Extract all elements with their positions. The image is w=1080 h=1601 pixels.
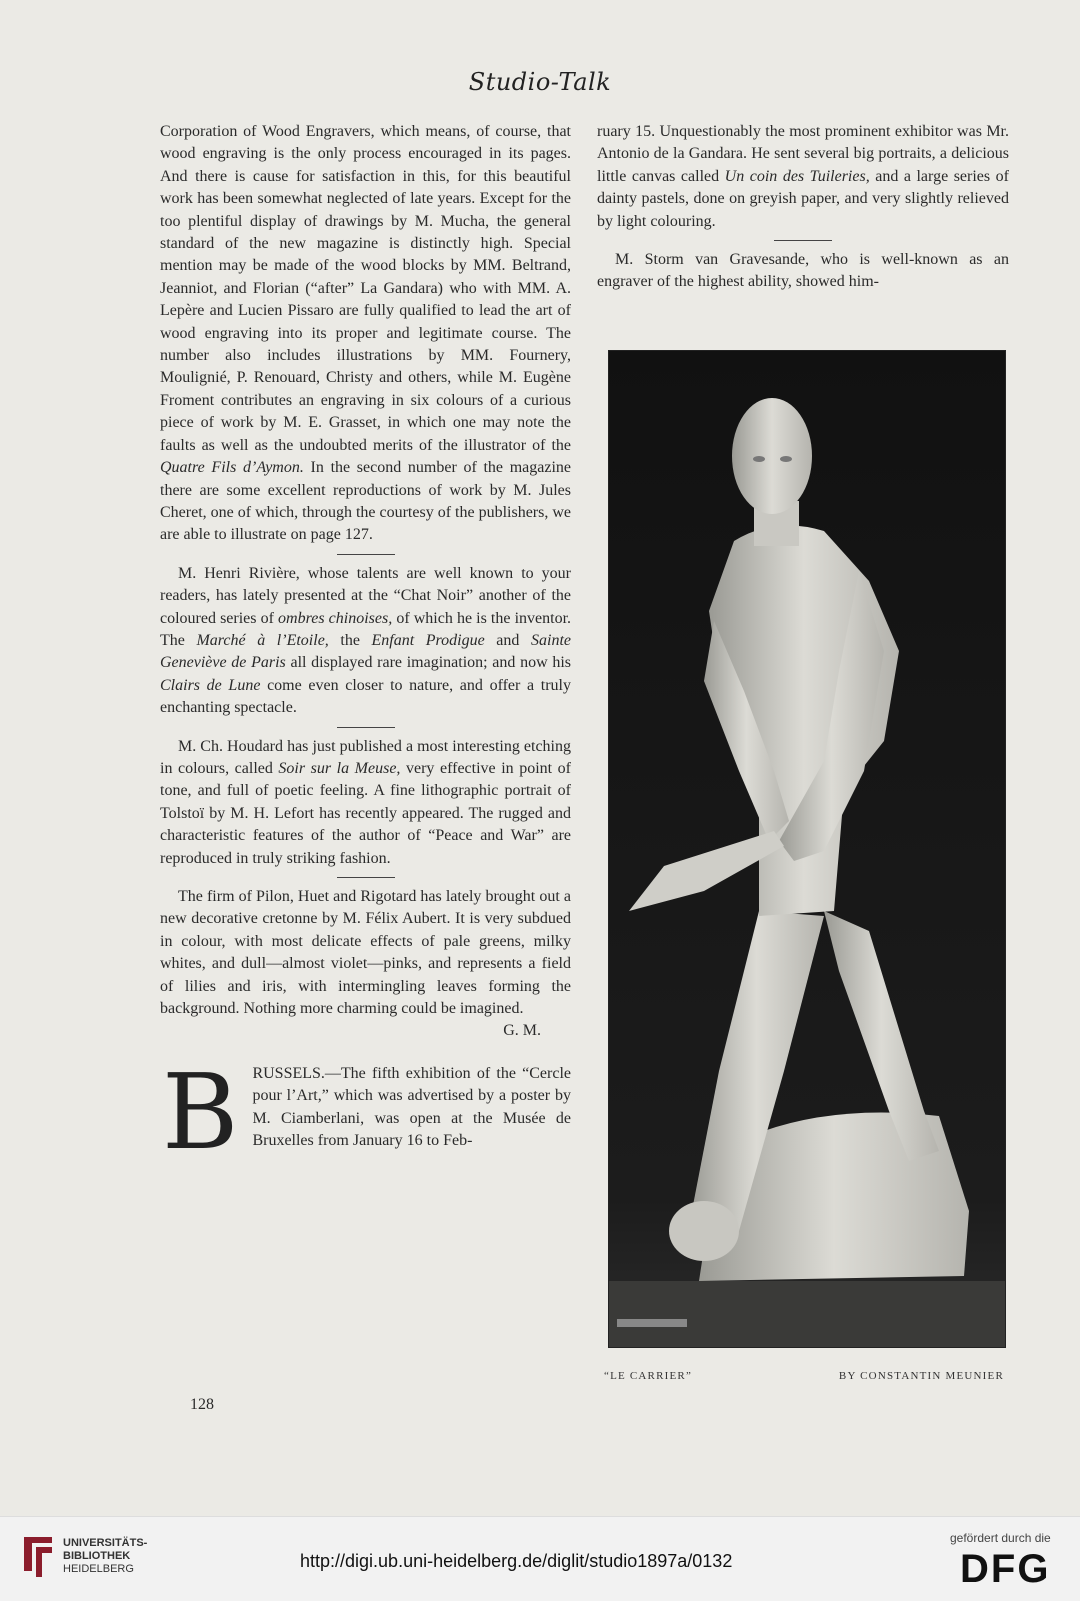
sculpture-figure-icon [609,351,1005,1347]
paragraph-houdard: M. Ch. Houdard has just published a most interesting etching in colours, called Soir sur la Meuse, very effective in point of tone, and full of poetic feeling. A fine lithographic portrait of Tolstoï by M. H. Lefort has recently appeared. The rugged and characteristic features of the author of “Peace and War” are reproduced in truly striking fashion. [160,737,571,867]
running-head: Studio-Talk [468,68,612,96]
paragraph-gravesande: M. Storm van Gravesande, who is well-known as an engraver of the highest ability, showed him- [597,251,1009,291]
right-column [597,121,1009,294]
permalink-url[interactable]: http://digi.ub.uni-heidelberg.de/diglit/studio1897a/0132 [300,1551,733,1571]
section-divider [774,240,832,241]
figure-caption [604,1370,1004,1382]
dfg-logo: DFG [960,1547,1051,1591]
library-logo-icon [20,1533,56,1586]
caption-title: “LE CARRIER” [604,1370,693,1382]
page-number: 128 [190,1396,214,1413]
caption-artist: BY CONSTANTIN MEUNIER [838,1370,1004,1382]
paragraph-pilon: The firm of Pilon, Huet and Rigotard has lately brought out a new decorative cretonne by M. Félix Aubert. It is very subdued in colour, with most delicate effects of pale greens, milky whites, and dull—almost violet—pinks, and represents a field of lilies and iris, with intermingling leaves forming the background. Nothing more charming could be imagined. [160,888,571,1018]
section-divider [337,727,395,728]
section-divider [337,877,395,878]
paragraph-gandara: ruary 15. Unquestionably the most prominent exhibitor was Mr. Antonio de la Gandara. He sent several big portraits, a delicious little canvas called Un coin des Tuileries, and a large series of dainty pastels, done on greyish paper, and very slightly relieved by light colouring. [597,123,1009,230]
brussels-section [160,1050,571,1173]
sponsor-text: gefördert durch die [950,1531,1051,1545]
signoff-line [160,1020,571,1042]
paragraph-brussels: RUSSELS.—The fifth exhibition of the “Cercle pour l’Art,” which was advertised by a poster by M. Ciamberlani, was open at the Musée de Bruxelles from January 16 to Feb- [252,1064,571,1150]
drop-cap: B [162,1050,239,1173]
library-name: UNIVERSITÄTS- BIBLIOTHEK HEIDELBERG [63,1537,148,1575]
italic-title: Quatre Fils d’Aymon. [160,459,304,477]
paragraph-riviere: M. Henri Rivière, whose talents are well known to your readers, has lately presented at the “Chat Noir” another of the coloured series of ombres chinoises, of which he is the inventor. The Marché à l’Etoile, the Enfant Prodigue and Sainte Geneviève de Paris all displayed rare imagination; and now his Clairs de Lune come even closer to nature, and offer a truly enchanting spectacle. [160,564,572,717]
paragraph-wood-engravers: Corporation of Wood Engravers, which means, of course, that wood engraving is the only process encouraged in its pages. And there is cause for satisfaction in this, for this beautiful work has been somewhat neglected of late years. Except for the too plentiful display of drawings by M. Mucha, the general standard of the new magazine is distinctly high. Special mention may be made of the wood blocks by MM. Beltrand, Jeanniot, and Florian (“after” La Gandara) who with MM. A. Lepère and Lucien Pissaro are fully qualified to lead the art of wood engraving into its proper and legitimate course. The number also includes illustrations by MM. Fournery, Moulignié, P. Renouard, Christy and others, while M. Eugène Froment contributes an engraving in six colours of a curious piece of work by M. E. Grasset, in which one may note the faults as well as the undoubted merits of the illustrator of the Quatre Fils d’Aymon. In the second number of the magazine there are some excellent reproductions of work by M. Jules Cheret, one of which, through the courtesy of the publishers, we are able to illustrate on page 127. [160,123,572,544]
author-initials: G. M. [503,1022,541,1040]
sculpture-photograph [608,350,1006,1348]
section-divider [337,554,395,555]
left-column [160,121,572,1173]
digitization-footer [0,1516,1080,1601]
